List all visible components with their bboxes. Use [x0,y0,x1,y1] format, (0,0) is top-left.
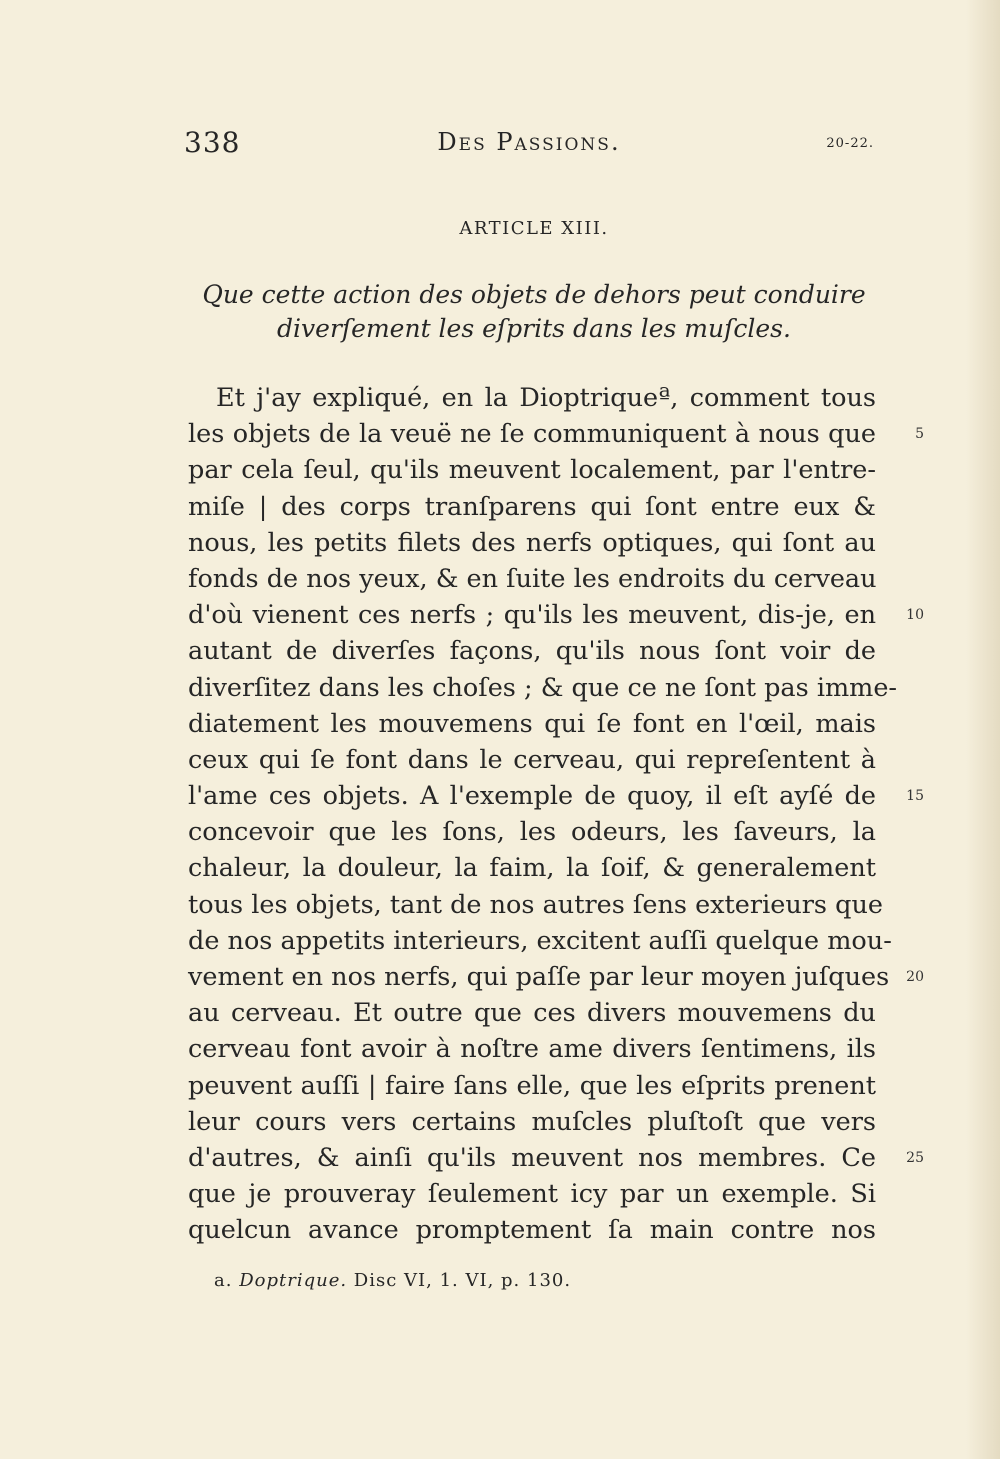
article-heading: ARTICLE XIII. [459,218,609,239]
footnote-reference: Disc VI, 1. VI, p. 130. [353,1270,572,1291]
running-title: Des Passions. [437,128,621,156]
text-line: fonds de nos yeux, & en ſuite les endroits du cerveau [188,563,877,594]
text-line: vement en nos nerfs, qui paſſe par leur moyen juſques 20 [188,959,876,995]
article-title [184,278,884,346]
text-line: diatement les mouvemens qui ſe font en l'œil, mais [188,708,876,739]
text-line: l'ame ces objets. A l'exemple de quoy, il eſt ayſé de 15 [188,778,876,814]
footnote-work: Doptrique. [239,1270,348,1291]
line-number: 5 [915,426,924,443]
text-line: autant de diverſes façons, qu'ils nous ſont voir de [188,636,876,667]
text-line: nous, les petits filets des nerfs optiques, qui ſont au [188,527,876,558]
text-line: quelcun avance promptement ſa main contre nos [188,1215,876,1246]
text-line: leur cours vers certains muſcles pluſtoſt que vers [188,1106,876,1137]
text-line: peuvent auſſi | faire ſans elle, que les eſprits prenent [188,1070,876,1101]
line-number: 20 [906,969,924,985]
text-line: d'autres, & ainſi qu'ils meuvent nos membres. Ce 25 [188,1140,876,1176]
line-number: 15 [906,788,924,805]
page-header [184,122,874,162]
text-line: Et j'ay expliqué, en la Dioptriqueª, comment tous [216,383,876,413]
text-line: de nos appetits interieurs, excitent auſſi quelque mou- [188,925,892,956]
line-number: 25 [906,1149,924,1166]
text-line: miſe | des corps tranſparens qui ſont entre eux & [188,491,876,522]
text-line: chaleur, la douleur, la faim, la ſoif, & generalement [188,853,876,884]
footnote-marker: a. [214,1270,233,1291]
text-line: les objets de la veuë ne ſe communiquent à nous que 5 [188,416,876,452]
text-line: cerveau font avoir à noſtre ame divers ſentimens, ils [188,1034,876,1065]
page-edge [966,0,1000,1459]
text-line: au cerveau. Et outre que ces divers mouvemens du [188,998,876,1029]
text-line: d'où vienent ces nerfs ; qu'ils les meuvent, dis-je, en 10 [188,597,876,633]
text-line: ceux qui ſe font dans le cerveau, qui repreſentent à [188,744,876,775]
footnote [214,1270,814,1291]
line-number: 10 [906,607,924,624]
article-title-line: diverſement les eſprits dans les muſcles. [277,314,791,343]
body-text [188,380,924,1249]
text-line: tous les objets, tant de nos autres ſens exterieurs que [188,889,883,920]
folio-reference: 20-22. [826,136,874,151]
page-number: 338 [184,126,241,159]
text-line: que je prouveray ſeulement icy par un exemple. Si [188,1179,876,1210]
text-line: diverſitez dans les choſes ; & que ce ne ſont pas imme- [188,672,898,703]
text-line: par cela ſeul, qu'ils meuvent localement, par l'entre- [188,455,876,486]
article-title-line: Que cette action des objets de dehors peut conduire [202,280,866,309]
text-line: concevoir que les ſons, les odeurs, les ſaveurs, la [188,817,876,848]
